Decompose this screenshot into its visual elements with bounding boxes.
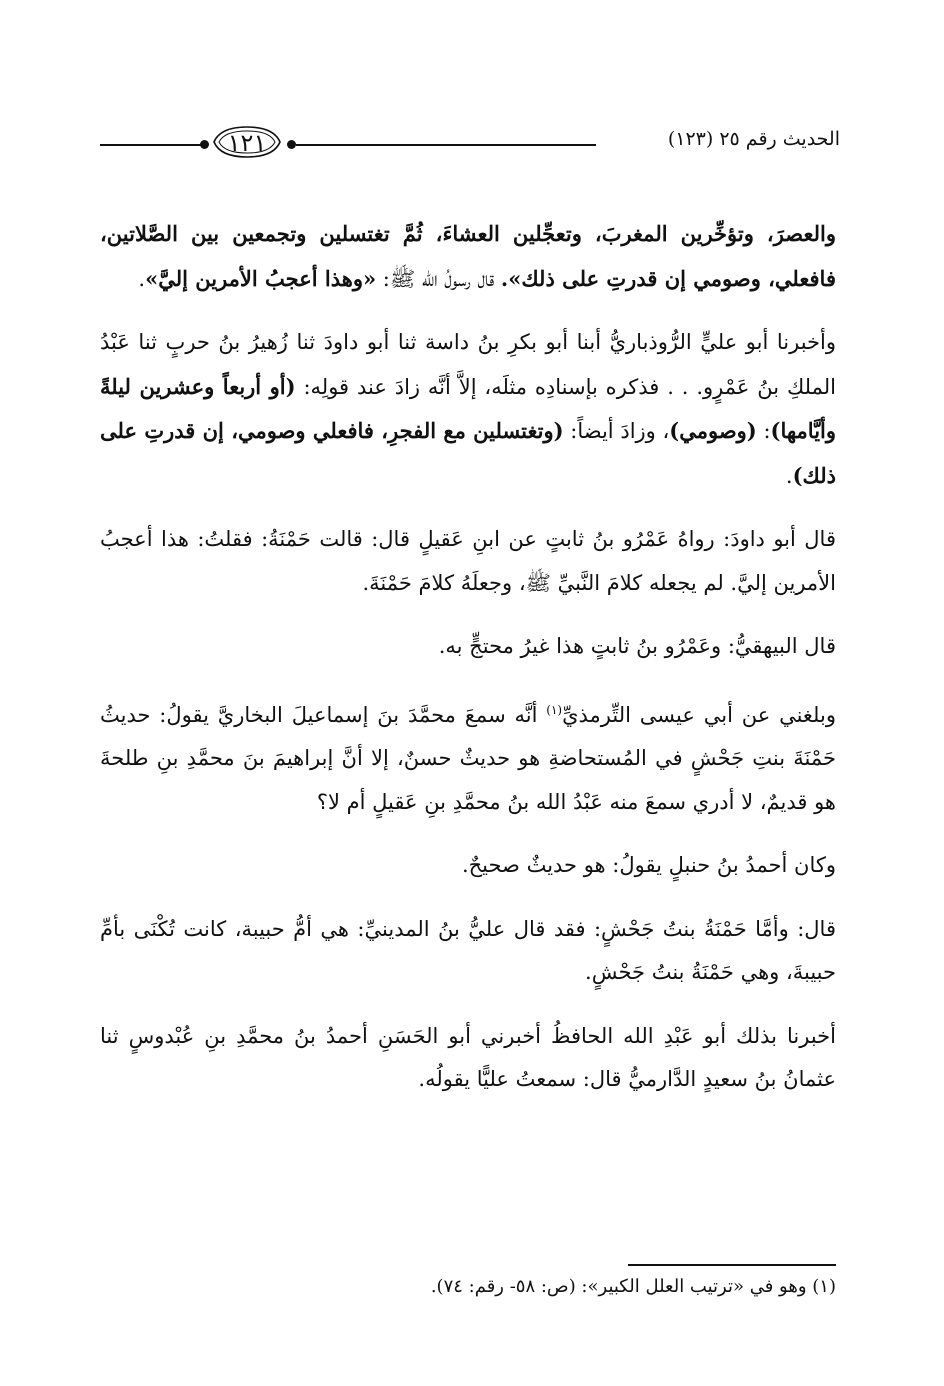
- running-title: الحديث رقم ٢٥ (١٢٣): [667, 128, 840, 150]
- paragraph-8: أخبرنا بذلك أبو عَبْدِ الله الحافظُ أخبرني أبو الحَسَنِ أحمدُ بنُ محمَّدِ بنِ عُبْدوسٍ ثنا عثمانُ بنُ سعيدٍ الدَّارميُّ قال: سمعتُ عليًّا يقولُه.: [100, 1023, 836, 1091]
- paragraph-4: قال البيهقيُّ: وعَمْرُو بنُ ثابتٍ هذا غيرُ محتجٍّ به.: [438, 634, 836, 658]
- hadith-text: «وهذا أعجبُ الأمرين إليَّ»: [145, 265, 377, 291]
- hadith-text: والعصرَ، وتؤخِّرين المغربَ، وتعجِّلين العشاءَ، ثُمَّ تغتسلين وتجمعين بين الصَّلاتين، فافعلي، وصومي إن قدرتِ على ذلك».: [100, 221, 836, 291]
- hadith-text: (أو أربعاً وعشرين ليلةً وأيَّامها): [100, 373, 837, 443]
- paragraph-2: [100, 321, 836, 498]
- footnote: (١) وهو في «ترتيب العلل الكبير»: (ص: ٥٨- رقم: ٧٤).: [430, 1276, 836, 1297]
- paragraph-7: قال: وأمَّا حَمْنَةُ بنتُ جَحْشٍ: فقد قال عليُّ بنُ المدينيِّ: هي أمُّ حبيبة، كانت تُكْنَى بأمِّ حبيبةَ، وهي حَمْنَةُ بنتُ جَحْشٍ.: [100, 916, 836, 984]
- paragraph-1: [100, 212, 836, 301]
- narration-text: وبلغني عن أبي عيسى التِّرمذيِّ: [562, 702, 836, 727]
- narration-text: وأخبرنا أبو عليٍّ الرُّوذباريُّ أبنا أبو بكرِ بنُ داسة ثنا أبو داودَ ثنا زُهيرُ بنُ حربٍ ثنا عَبْدُ الملكِ بنُ عَمْرٍو. . . فذكره بإسنادِه مثلَه، إلاَّ أنَّه زادَ عند قولِه:: [100, 330, 837, 399]
- page-number-frame: [210, 124, 284, 160]
- page-number: ١٢١: [227, 129, 267, 157]
- footnote-reference[interactable]: (١): [546, 702, 563, 717]
- paragraph-3: قال أبو داودَ: رواهُ عَمْرُو بنُ ثابتٍ عن ابنِ عَقيلٍ قال: قالت حَمْنَةُ: فقلتُ: هذا أعجبُ الأمرين إليَّ. لم يجعله كلامَ النَّبيِّ ﷺ، وجعلَهُ كلامَ حَمْنَةَ.: [100, 527, 836, 595]
- paragraph-6: وكان أحمدُ بنُ حنبلٍ يقولُ: هو حديثٌ صحيحٌ.: [461, 853, 836, 877]
- punctuation: .: [785, 463, 793, 488]
- narration-text: قال رسولُ الله ﷺ:: [376, 266, 501, 291]
- narration-text: أنَّه سمعَ محمَّدَ بنَ إسماعيلَ البخاريَّ يقولُ: حديثُ حَمْنَةَ بنتِ جَحْشٍ في المُستحاضةِ هو حديثٌ حسنٌ، إلا أنَّ إبراهيمَ بنَ محمَّدِ بنِ طلحةَ هو قديمٌ، لا أدري سمعَ منه عَبْدُ الله بنُ محمَّدِ بنِ عَقيلٍ أم لا؟: [100, 702, 836, 814]
- hadith-text: (وتغتسلين مع الفجرِ، فافعلي وصومي، إن قدرتِ على ذلك): [100, 418, 836, 488]
- footnote-divider: [628, 1264, 836, 1266]
- header-ornament-dot: [287, 140, 296, 149]
- header-rule-left: [100, 144, 204, 146]
- header-rule-right: [296, 144, 596, 146]
- header-ornament-dot: [200, 140, 209, 149]
- paragraph-5: [100, 689, 836, 825]
- narration-text: ، وزادَ أيضاً:: [563, 419, 670, 443]
- running-header: [100, 118, 840, 170]
- main-text: [100, 212, 836, 1102]
- punctuation: .: [138, 266, 146, 291]
- hadith-text: (وصومي): [669, 418, 757, 443]
- punctuation: :: [756, 419, 771, 443]
